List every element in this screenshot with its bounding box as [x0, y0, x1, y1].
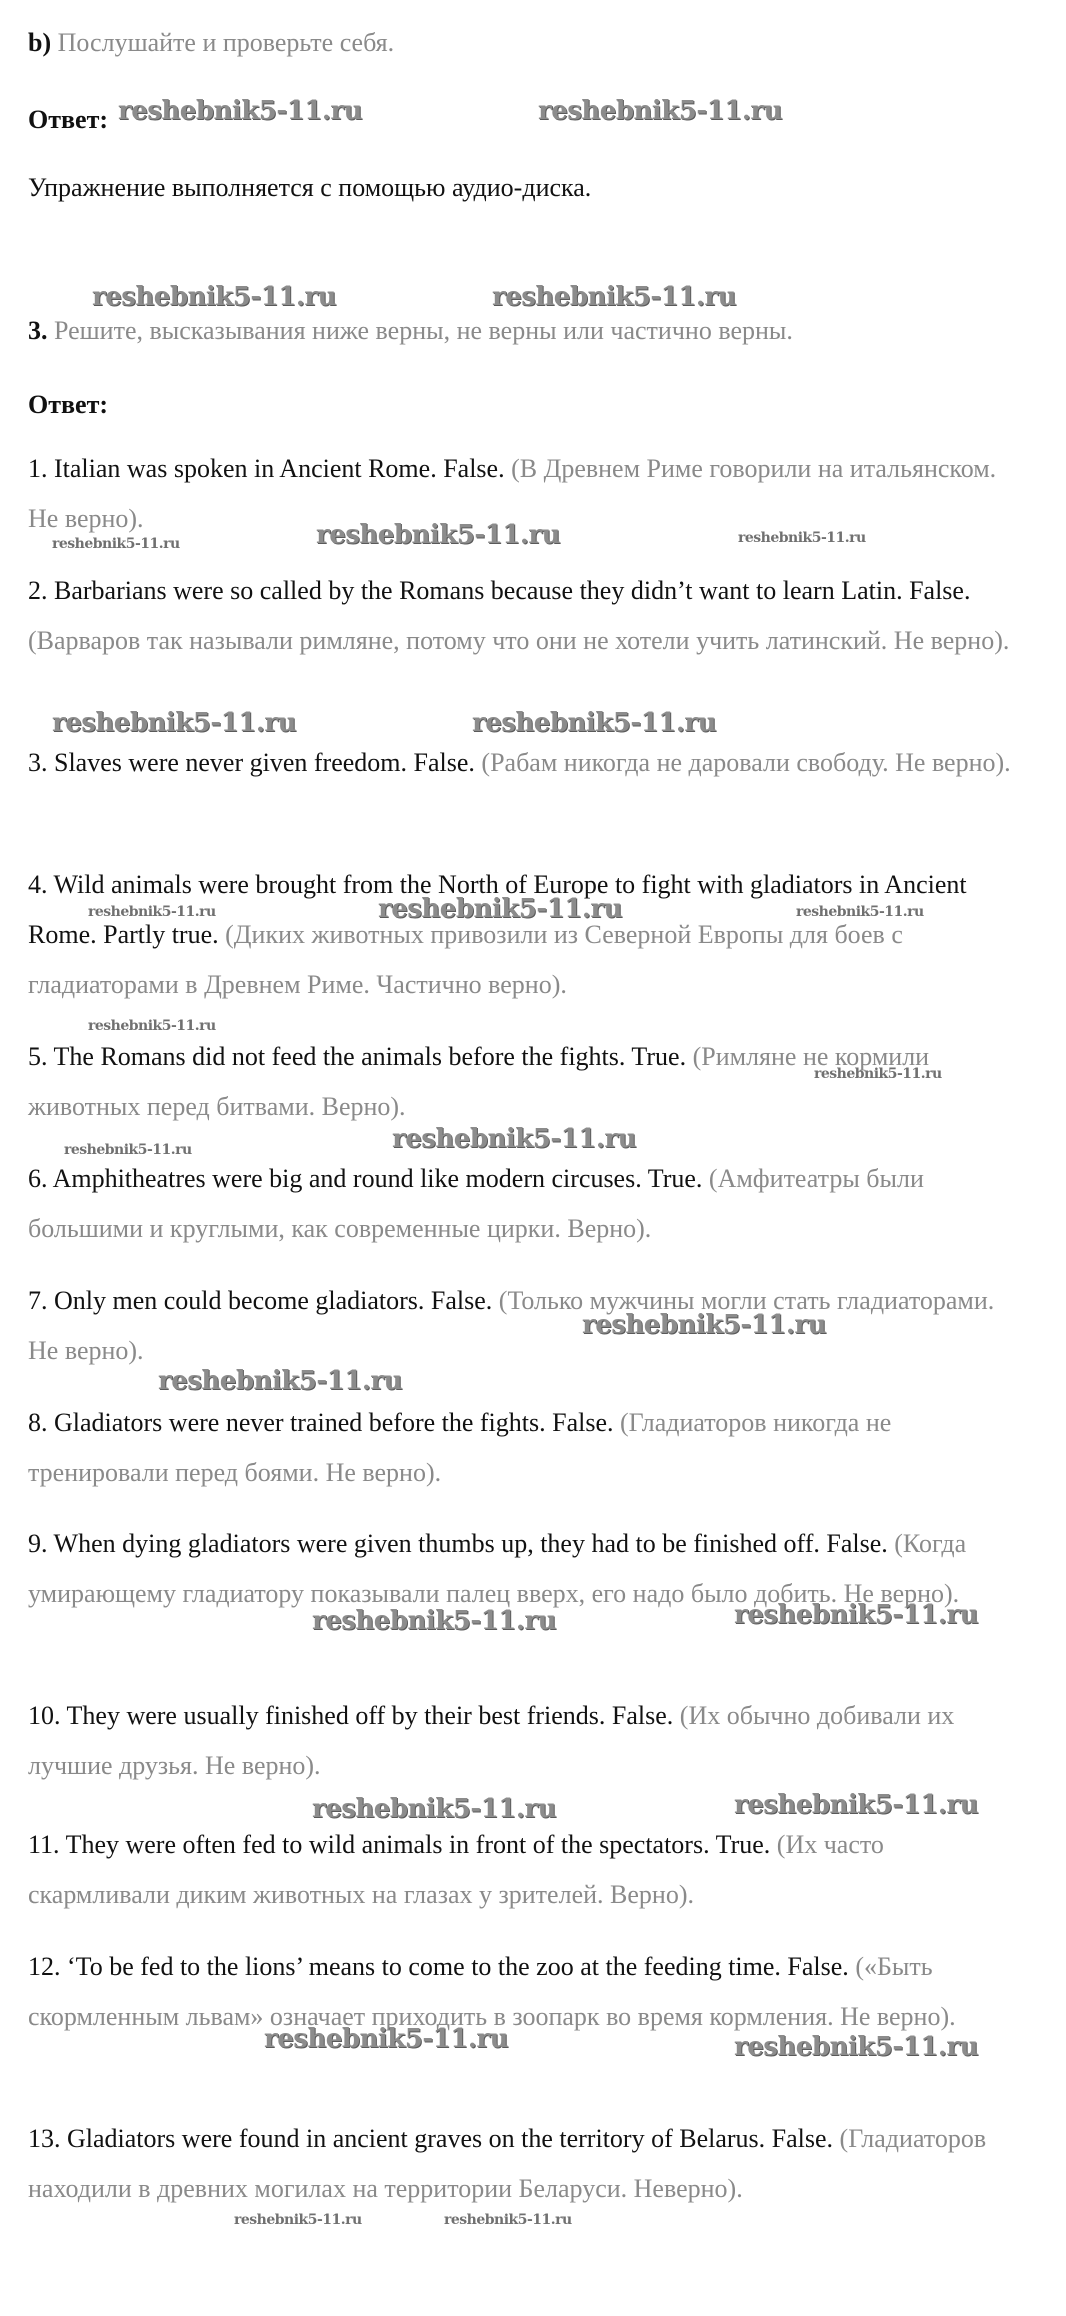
- answer-item-en: 7. Only men could become gladiators. False.: [28, 1286, 493, 1315]
- answer-item-ru: (Гладиаторов находили в древних могилах на территории Беларуси. Неверно).: [28, 2124, 987, 2203]
- part-b-answer-text: Упражнение выполняется с помощью аудио-диска.: [28, 173, 592, 202]
- watermark: reshebnik5-11.ru: [88, 1018, 216, 1034]
- answer-item-ru: (Римляне не кормили животных перед битвами. Верно).: [28, 1042, 930, 1121]
- answer-item-en: 8. Gladiators were never trained before the fights. False.: [28, 1408, 614, 1437]
- answer-item-10: [28, 1691, 1018, 1791]
- answer-item-11: [28, 1820, 1018, 1920]
- watermark: reshebnik5-11.ru: [158, 1366, 403, 1396]
- watermark: reshebnik5-11.ru: [88, 904, 216, 920]
- part-b-answer-label: Ответ:: [28, 105, 109, 134]
- watermark: reshebnik5-11.ru: [264, 2024, 509, 2054]
- answer-item-ru: («Быть скормленным львам» означает приходить в зоопарк во время кормления. Не верно).: [28, 1952, 956, 2031]
- answer-item-8: [28, 1398, 1018, 1498]
- watermark: reshebnik5-11.ru: [538, 96, 783, 126]
- watermark: reshebnik5-11.ru: [734, 2032, 979, 2062]
- answer-item-en: 2. Barbarians were so called by the Romans because they didn’t want to learn Latin. False.: [28, 576, 971, 605]
- answer-item-ru: (В Древнем Риме говорили на итальянском. Не верно).: [28, 454, 997, 533]
- watermark: reshebnik5-11.ru: [444, 2212, 572, 2228]
- watermark: reshebnik5-11.ru: [316, 520, 561, 550]
- answer-item-en: 1. Italian was spoken in Ancient Rome. False.: [28, 454, 505, 483]
- answer-item-12: [28, 1942, 1018, 2042]
- answer-item-ru: (Их обычно добивали их лучшие друзья. Не верно).: [28, 1701, 955, 1780]
- watermark: reshebnik5-11.ru: [814, 1066, 942, 1082]
- watermark: reshebnik5-11.ru: [234, 2212, 362, 2228]
- task3-number: 3.: [28, 316, 48, 345]
- answer-item-5: [28, 1032, 1018, 1132]
- answer-item-6: [28, 1154, 1018, 1254]
- answer-item-ru: (Варваров так называли римляне, потому что они не хотели учить латинский. Не верно).: [28, 626, 1010, 655]
- watermark: reshebnik5-11.ru: [734, 1600, 979, 1630]
- watermark: reshebnik5-11.ru: [796, 904, 924, 920]
- answer-item-en: 9. When dying gladiators were given thumbs up, they had to be finished off. False.: [28, 1529, 888, 1558]
- answer-item-en: 13. Gladiators were found in ancient graves on the territory of Belarus. False.: [28, 2124, 834, 2153]
- answer-item-ru: (Только мужчины могли стать гладиаторами. Не верно).: [28, 1286, 995, 1365]
- part-b-label: b): [28, 28, 52, 57]
- watermark: reshebnik5-11.ru: [472, 708, 717, 738]
- task3-answer-label: Ответ:: [28, 390, 109, 419]
- watermark: reshebnik5-11.ru: [52, 536, 180, 552]
- task3-text: Решите, высказывания ниже верны, не верны или частично верны.: [54, 316, 793, 345]
- part-b-text: Послушайте и проверьте себя.: [57, 28, 395, 57]
- answer-item-ru: (Амфитеатры были большими и круглыми, как современные цирки. Верно).: [28, 1164, 924, 1243]
- answer-item-4: [28, 860, 1018, 1010]
- watermark: reshebnik5-11.ru: [52, 708, 297, 738]
- answer-item-en: 11. They were often fed to wild animals in front of the spectators. True.: [28, 1830, 771, 1859]
- answer-item-ru: (Гладиаторов никогда не тренировали перед боями. Не верно).: [28, 1408, 892, 1487]
- answer-item-en: 3. Slaves were never given freedom. False.: [28, 748, 475, 777]
- watermark: reshebnik5-11.ru: [64, 1142, 192, 1158]
- answer-item-en: 10. They were usually finished off by their best friends. False.: [28, 1701, 674, 1730]
- answer-item-en: 6. Amphitheatres were big and round like modern circuses. True.: [28, 1164, 703, 1193]
- task3-instruction: [28, 306, 1018, 356]
- watermark: reshebnik5-11.ru: [582, 1310, 827, 1340]
- answer-item-en: 5. The Romans did not feed the animals before the fights. True.: [28, 1042, 687, 1071]
- watermark: reshebnik5-11.ru: [734, 1790, 979, 1820]
- answer-item-ru: (Диких животных привозили из Северной Европы для боев с гладиаторами в Древнем Риме. Частично верно).: [28, 920, 903, 999]
- answer-item-en: 4. Wild animals were brought from the North of Europe to fight with gladiators in Ancient Rome. Partly true.: [28, 870, 967, 949]
- answer-item-ru: (Их часто скармливали диким животных на глазах у зрителей. Верно).: [28, 1830, 884, 1909]
- answer-item-en: 12. ‘To be fed to the lions’ means to come to the zoo at the feeding time. False.: [28, 1952, 849, 1981]
- watermark: reshebnik5-11.ru: [92, 282, 337, 312]
- watermark: reshebnik5-11.ru: [492, 282, 737, 312]
- answer-item-ru: (Когда умирающему гладиатору показывали палец вверх, его надо было добить. Не верно).: [28, 1529, 967, 1608]
- part-b-instruction: [28, 18, 1018, 68]
- answer-item-7: [28, 1276, 1018, 1376]
- watermark: reshebnik5-11.ru: [312, 1606, 557, 1636]
- answer-item-ru: (Рабам никогда не даровали свободу. Не верно).: [481, 748, 1011, 777]
- watermark: reshebnik5-11.ru: [392, 1124, 637, 1154]
- watermark: reshebnik5-11.ru: [312, 1794, 557, 1824]
- watermark: reshebnik5-11.ru: [378, 894, 623, 924]
- watermark: reshebnik5-11.ru: [118, 96, 363, 126]
- answer-item-2: [28, 566, 1018, 666]
- answer-item-3: [28, 738, 1018, 788]
- watermark: reshebnik5-11.ru: [738, 530, 866, 546]
- answer-item-13: [28, 2114, 1018, 2214]
